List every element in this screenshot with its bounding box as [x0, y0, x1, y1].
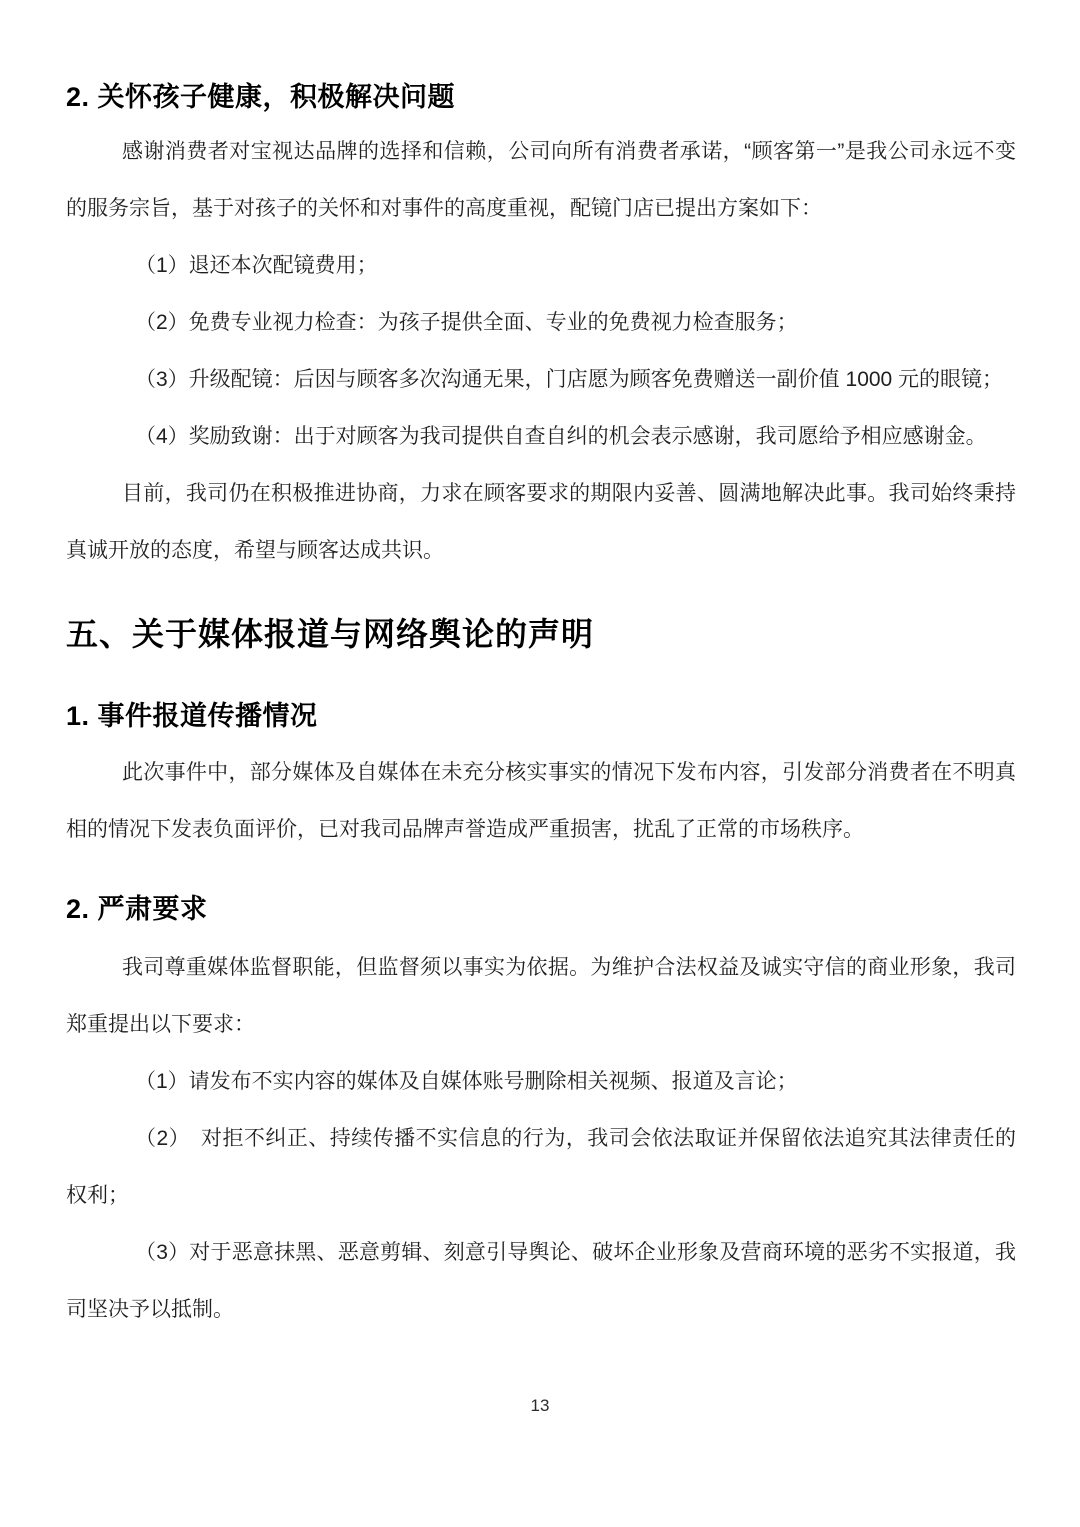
- list-item-free-eye-exam: （2）免费专业视力检查：为孩子提供全面、专业的免费视力检查服务；: [135, 311, 798, 334]
- section-heading-care-health: 2. 关怀孩子健康，积极解决问题: [66, 82, 456, 112]
- list-item-legal-action: （2） 对拒不纠正、持续传播不实信息的行为，我司会依法取证并保留依法追究其法律责任的权利；: [66, 1127, 1016, 1207]
- list-item-resist-smear: （3）对于恶意抹黑、恶意剪辑、刻意引导舆论、破坏企业形象及营商环境的恶劣不实报道，我司坚决予以抵制。: [66, 1241, 1016, 1321]
- section-heading-serious-demand: 2. 严肃要求: [66, 894, 208, 924]
- list-item-reward-thanks: （4）奖励致谢：出于对顾客为我司提供自查自纠的机会表示感谢，我司愿给予相应感谢金。: [135, 425, 987, 448]
- paragraph-thanks-commitment: 感谢消费者对宝视达品牌的选择和信赖，公司向所有消费者承诺，“顾客第一”是我公司永远不变的服务宗旨，基于对孩子的关怀和对事件的高度重视，配镜门店已提出方案如下：: [66, 140, 1016, 220]
- section-heading-report-spread: 1. 事件报道传播情况: [66, 701, 318, 731]
- list-item-refund: （1）退还本次配镜费用；: [135, 254, 378, 277]
- list-item-upgrade-glasses: （3）升级配镜：后因与顾客多次沟通无果，门店愿为顾客免费赠送一副价值 1000 元的眼镜；: [135, 368, 1004, 391]
- chapter-heading-media-statement: 五、关于媒体报道与网络舆论的声明: [66, 616, 595, 652]
- paragraph-report-impact: 此次事件中，部分媒体及自媒体在未充分核实事实的情况下发布内容，引发部分消费者在不明真相的情况下发表负面评价，已对我司品牌声誉造成严重损害，扰乱了正常的市场秩序。: [66, 761, 1016, 841]
- page-number: 13: [530, 1396, 550, 1415]
- paragraph-demand-intro: 我司尊重媒体监督职能，但监督须以事实为依据。为维护合法权益及诚实守信的商业形象，我司郑重提出以下要求：: [66, 956, 1016, 1036]
- list-item-delete-content: （1）请发布不实内容的媒体及自媒体账号删除相关视频、报道及言论；: [135, 1070, 798, 1093]
- paragraph-negotiation-progress: 目前，我司仍在积极推进协商，力求在顾客要求的期限内妥善、圆满地解决此事。我司始终秉持真诚开放的态度，希望与顾客达成共识。: [66, 482, 1016, 562]
